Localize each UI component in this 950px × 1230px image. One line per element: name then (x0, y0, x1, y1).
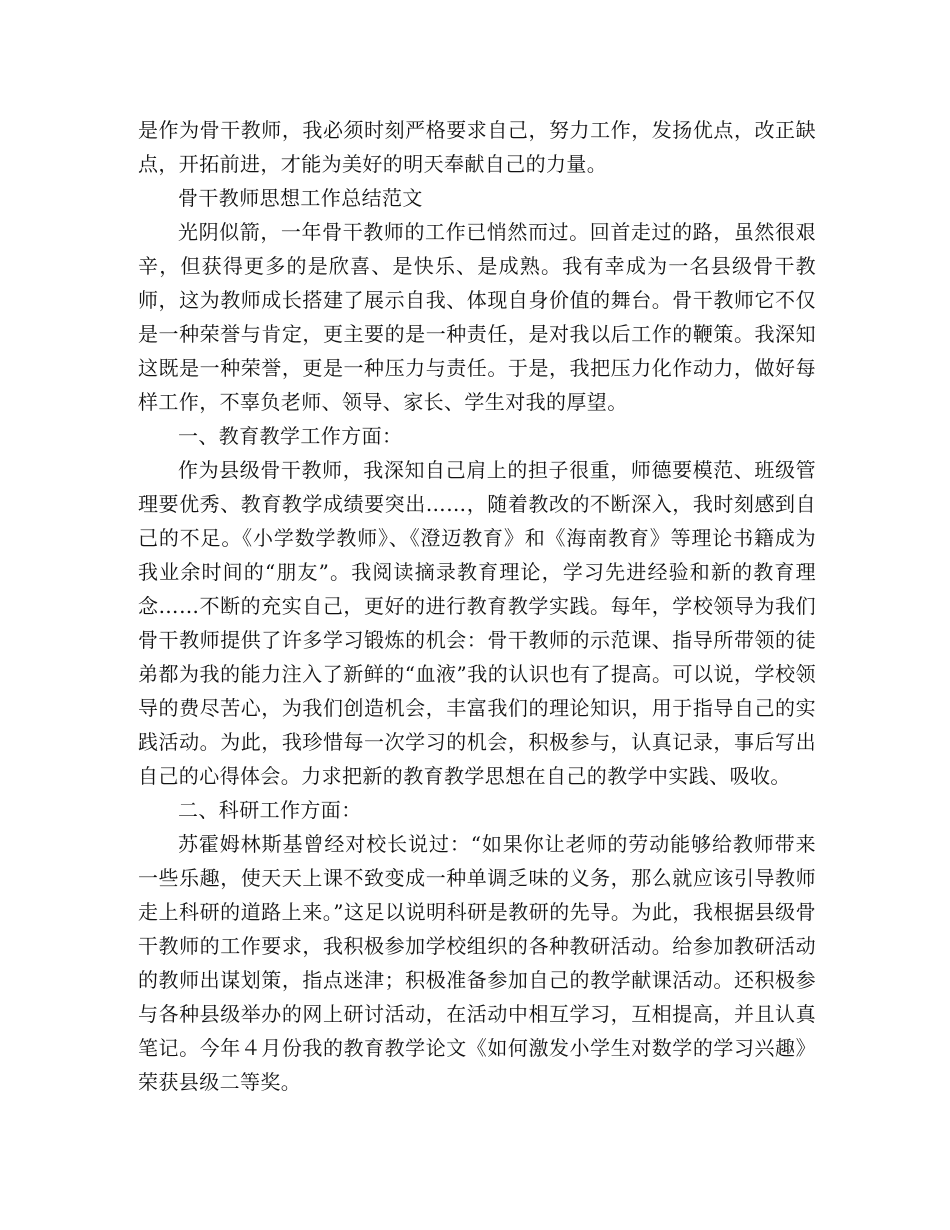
section-heading-teaching: 一、教育教学工作方面： (178, 424, 403, 448)
paragraph-continuation: 是作为骨干教师，我必须时刻严格要求自己，努力工作，发扬优点，改正缺点，开拓前进，才能为美好的明天奉献自己的力量。 (138, 118, 816, 176)
section-title: 骨干教师思想工作总结范文 (178, 186, 423, 210)
paragraph-intro: 光阴似箭，一年骨干教师的工作已悄然而过。回首走过的路，虽然很艰辛，但获得更多的是欣喜、是快乐、是成熟。我有幸成为一名县级骨干教师，这为教师成长搭建了展示自我、体现自身价值的舞台。骨干教师它不仅是一种荣誉与肯定，更主要的是一种责任，是对我以后工作的鞭策。我深知这既是一种荣誉，更是一种压力与责任。于是，我把压力化作动力，做好每样工作，不辜负老师、领导、家长、学生对我的厚望。 (138, 220, 816, 414)
paragraph-research: 苏霍姆林斯基曾经对校长说过：“如果你让老师的劳动能够给教师带来一些乐趣，使天天上课不致变成一种单调乏味的义务，那么就应该引导教师走上科研的道路上来。”这足以说明科研是教研的先导。为此，我根据县级骨干教师的工作要求，我积极参加学校组织的各种教研活动。给参加教研活动的教师出谋划策，指点迷津；积极准备参加自己的教学献课活动。还积极参与各种县级举办的网上研讨活动，在活动中相互学习，互相提高，并且认真笔记。今年４月份我的教育教学论文《如何激发小学生对数学的学习兴趣》荣获县级二等奖。 (138, 832, 816, 1094)
paragraph-teaching: 作为县级骨干教师，我深知自己肩上的担子很重，师德要模范、班级管理要优秀、教育教学成绩要突出……，随着教改的不断深入，我时刻感到自己的不足。《小学数学教师》、《澄迈教育》和《海南教育》等理论书籍成为我业余时间的“朋友”。我阅读摘录教育理论，学习先进经验和新的教育理念……不断的充实自己，更好的进行教育教学实践。每年，学校领导为我们骨干教师提供了许多学习锻炼的机会：骨干教师的示范课、指导所带领的徒弟都为我的能力注入了新鲜的“血液”我的认识也有了提高。可以说，学校领导的费尽苦心，为我们创造机会，丰富我们的理论知识，用于指导自己的实践活动。为此，我珍惜每一次学习的机会，积极参与，认真记录，事后写出自己的心得体会。力求把新的教育教学思想在自己的教学中实践、吸收。 (138, 458, 816, 788)
document-body (138, 113, 816, 1099)
section-heading-research: 二、科研工作方面： (178, 798, 362, 822)
